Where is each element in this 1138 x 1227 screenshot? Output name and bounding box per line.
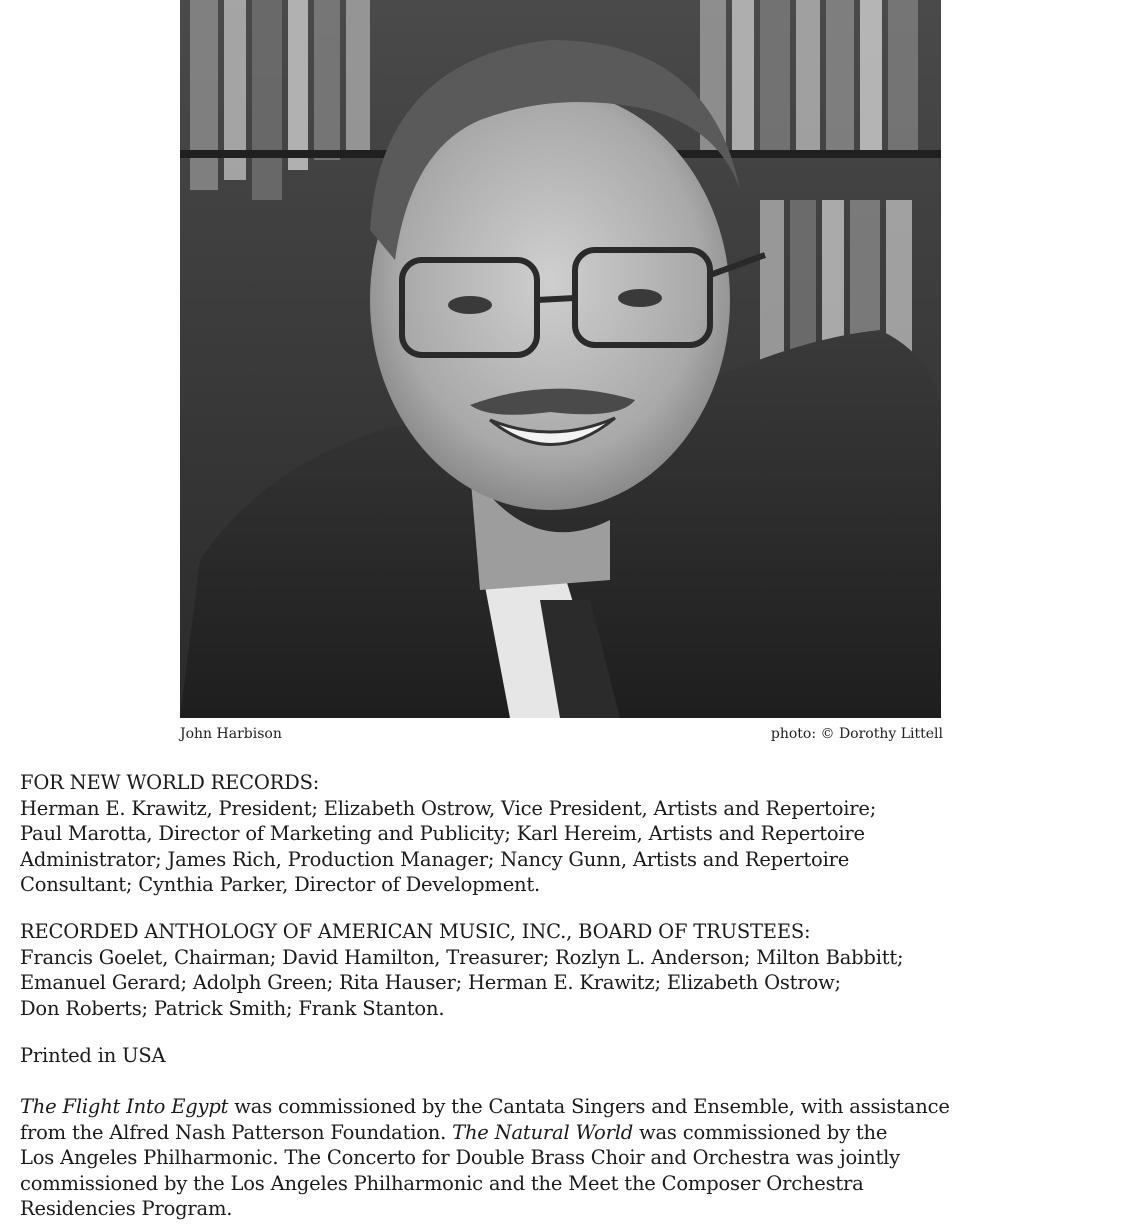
credits-heading: FOR NEW WORLD RECORDS: <box>20 771 320 794</box>
commission-line-3: Los Angeles Philharmonic. The Concerto for Double Brass Choir and Orchestra was jointly <box>20 1146 900 1169</box>
credits-line: Paul Marotta, Director of Marketing and Publicity; Karl Hereim, Artists and Repertoire <box>20 822 865 845</box>
work-title: The Natural World <box>452 1120 634 1144</box>
trustees-heading: RECORDED ANTHOLOGY OF AMERICAN MUSIC, INC., BOARD OF TRUSTEES: <box>20 920 811 943</box>
trustees-line: Don Roberts; Patrick Smith; Frank Stanton. <box>20 996 445 1020</box>
commission-line-1: The Flight Into Egypt was commissioned by the Cantata Singers and Ensemble, with assistance <box>20 1095 950 1118</box>
work-title: The Flight Into Egypt <box>20 1095 229 1118</box>
credits-line: Herman E. Krawitz, President; Elizabeth Ostrow, Vice President, Artists and Repertoire; <box>20 796 877 820</box>
photo-caption-name: John Harbison <box>180 726 282 742</box>
trustees-line: Francis Goelet, Chairman; David Hamilton, Treasurer; Rozlyn L. Anderson; Milton Babbitt; <box>20 945 904 969</box>
board-of-trustees <box>20 919 1120 1021</box>
printed-in-text: Printed in USA <box>20 1044 166 1067</box>
new-world-records-credits <box>20 770 1120 898</box>
credits-line: Consultant; Cynthia Parker, Director of Development. <box>20 873 541 896</box>
commission-line-2: from the Alfred Nash Patterson Foundation. The Natural World was commissioned by the <box>20 1120 888 1144</box>
printed-in <box>20 1043 1120 1069</box>
trustees-line: Emanuel Gerard; Adolph Green; Rita Hauser; Herman E. Krawitz; Elizabeth Ostrow; <box>20 971 841 994</box>
portrait-photo <box>180 0 941 718</box>
credits-line: Administrator; James Rich, Production Manager; Nancy Gunn, Artists and Repertoire <box>20 847 850 871</box>
commission-line-4: commissioned by the Los Angeles Philharmonic and the Meet the Composer Orchestra <box>20 1171 864 1195</box>
commission-line-5: Residencies Program. <box>20 1197 233 1220</box>
commission-notes <box>20 1094 1120 1222</box>
photo-credit: photo: © Dorothy Littell <box>770 726 943 742</box>
